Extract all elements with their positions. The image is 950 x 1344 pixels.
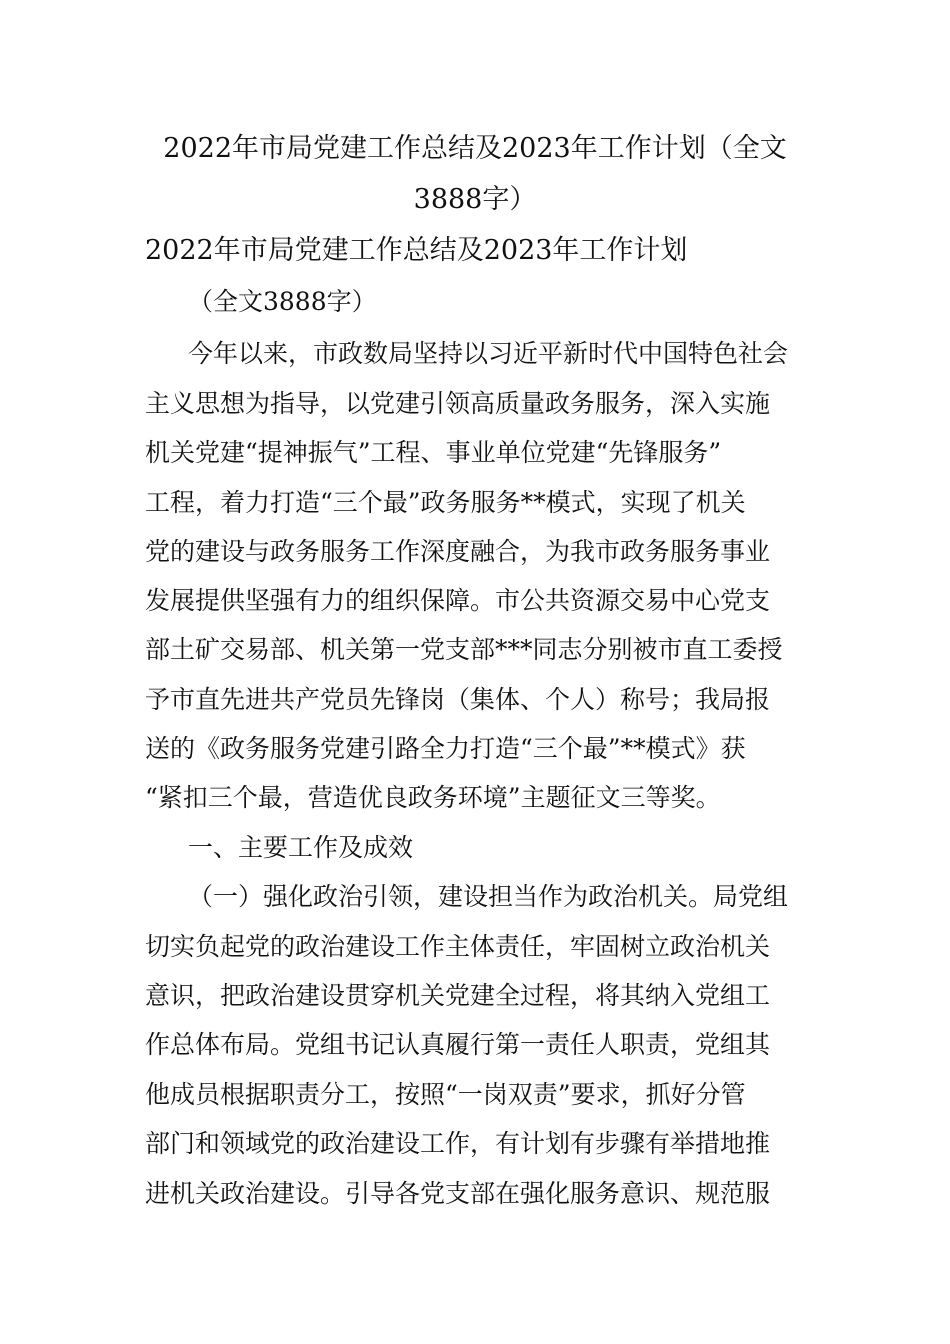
document-title-line-2: 3888字） (413, 184, 537, 215)
intro-line: 予市直先进共产党员先锋岗（集体、个人）称号；我局报 (145, 685, 771, 714)
section1-line: （一）强化政治引领，建设担当作为政治机关。局党组 (188, 882, 789, 911)
document-subtitle-note: （全文3888字） (188, 287, 377, 316)
document-title-line-1: 2022年市局党建工作总结及2023年工作计划（全文 (163, 133, 787, 164)
section-heading: 一、主要工作及成效 (188, 833, 414, 862)
intro-line: 发展提供坚强有力的组织保障。市公共资源交易中心党支 (145, 586, 771, 615)
intro-line: 今年以来，市政数局坚持以习近平新时代中国特色社会 (188, 339, 789, 368)
section1-line: 部门和领域党的政治建设工作，有计划有步骤有举措地推 (145, 1129, 771, 1158)
section1-line: 意识，把政治建设贯穿机关党建全过程，将其纳入党组工 (145, 981, 771, 1010)
intro-line: 党的建设与政务服务工作深度融合，为我市政务服务事业 (145, 537, 771, 566)
intro-line: 机关党建“提神振气”工程、事业单位党建“先锋服务” (145, 438, 722, 467)
section1-line: 进机关政治建设。引导各党支部在强化服务意识、规范服 (145, 1179, 771, 1208)
intro-line: 部土矿交易部、机关第一党支部***同志分别被市直工委授 (145, 635, 783, 664)
intro-line: “紧扣三个最，营造优良政务环境”主题征文三等奖。 (145, 783, 721, 812)
intro-line: 工程，着力打造“三个最”政务服务**模式，实现了机关 (145, 488, 746, 517)
section1-line: 切实负起党的政治建设工作主体责任，牢固树立政治机关 (145, 932, 771, 961)
section1-line: 他成员根据职责分工，按照“一岗双责”要求，抓好分管 (145, 1080, 746, 1109)
section1-line: 作总体布局。党组书记认真履行第一责任人职责，党组其 (145, 1030, 771, 1059)
intro-line: 送的《政务服务党建引路全力打造“三个最”**模式》获 (145, 734, 746, 763)
document-subtitle: 2022年市局党建工作总结及2023年工作计划 (145, 235, 688, 266)
intro-line: 主义思想为指导，以党建引领高质量政务服务，深入实施 (145, 389, 771, 418)
